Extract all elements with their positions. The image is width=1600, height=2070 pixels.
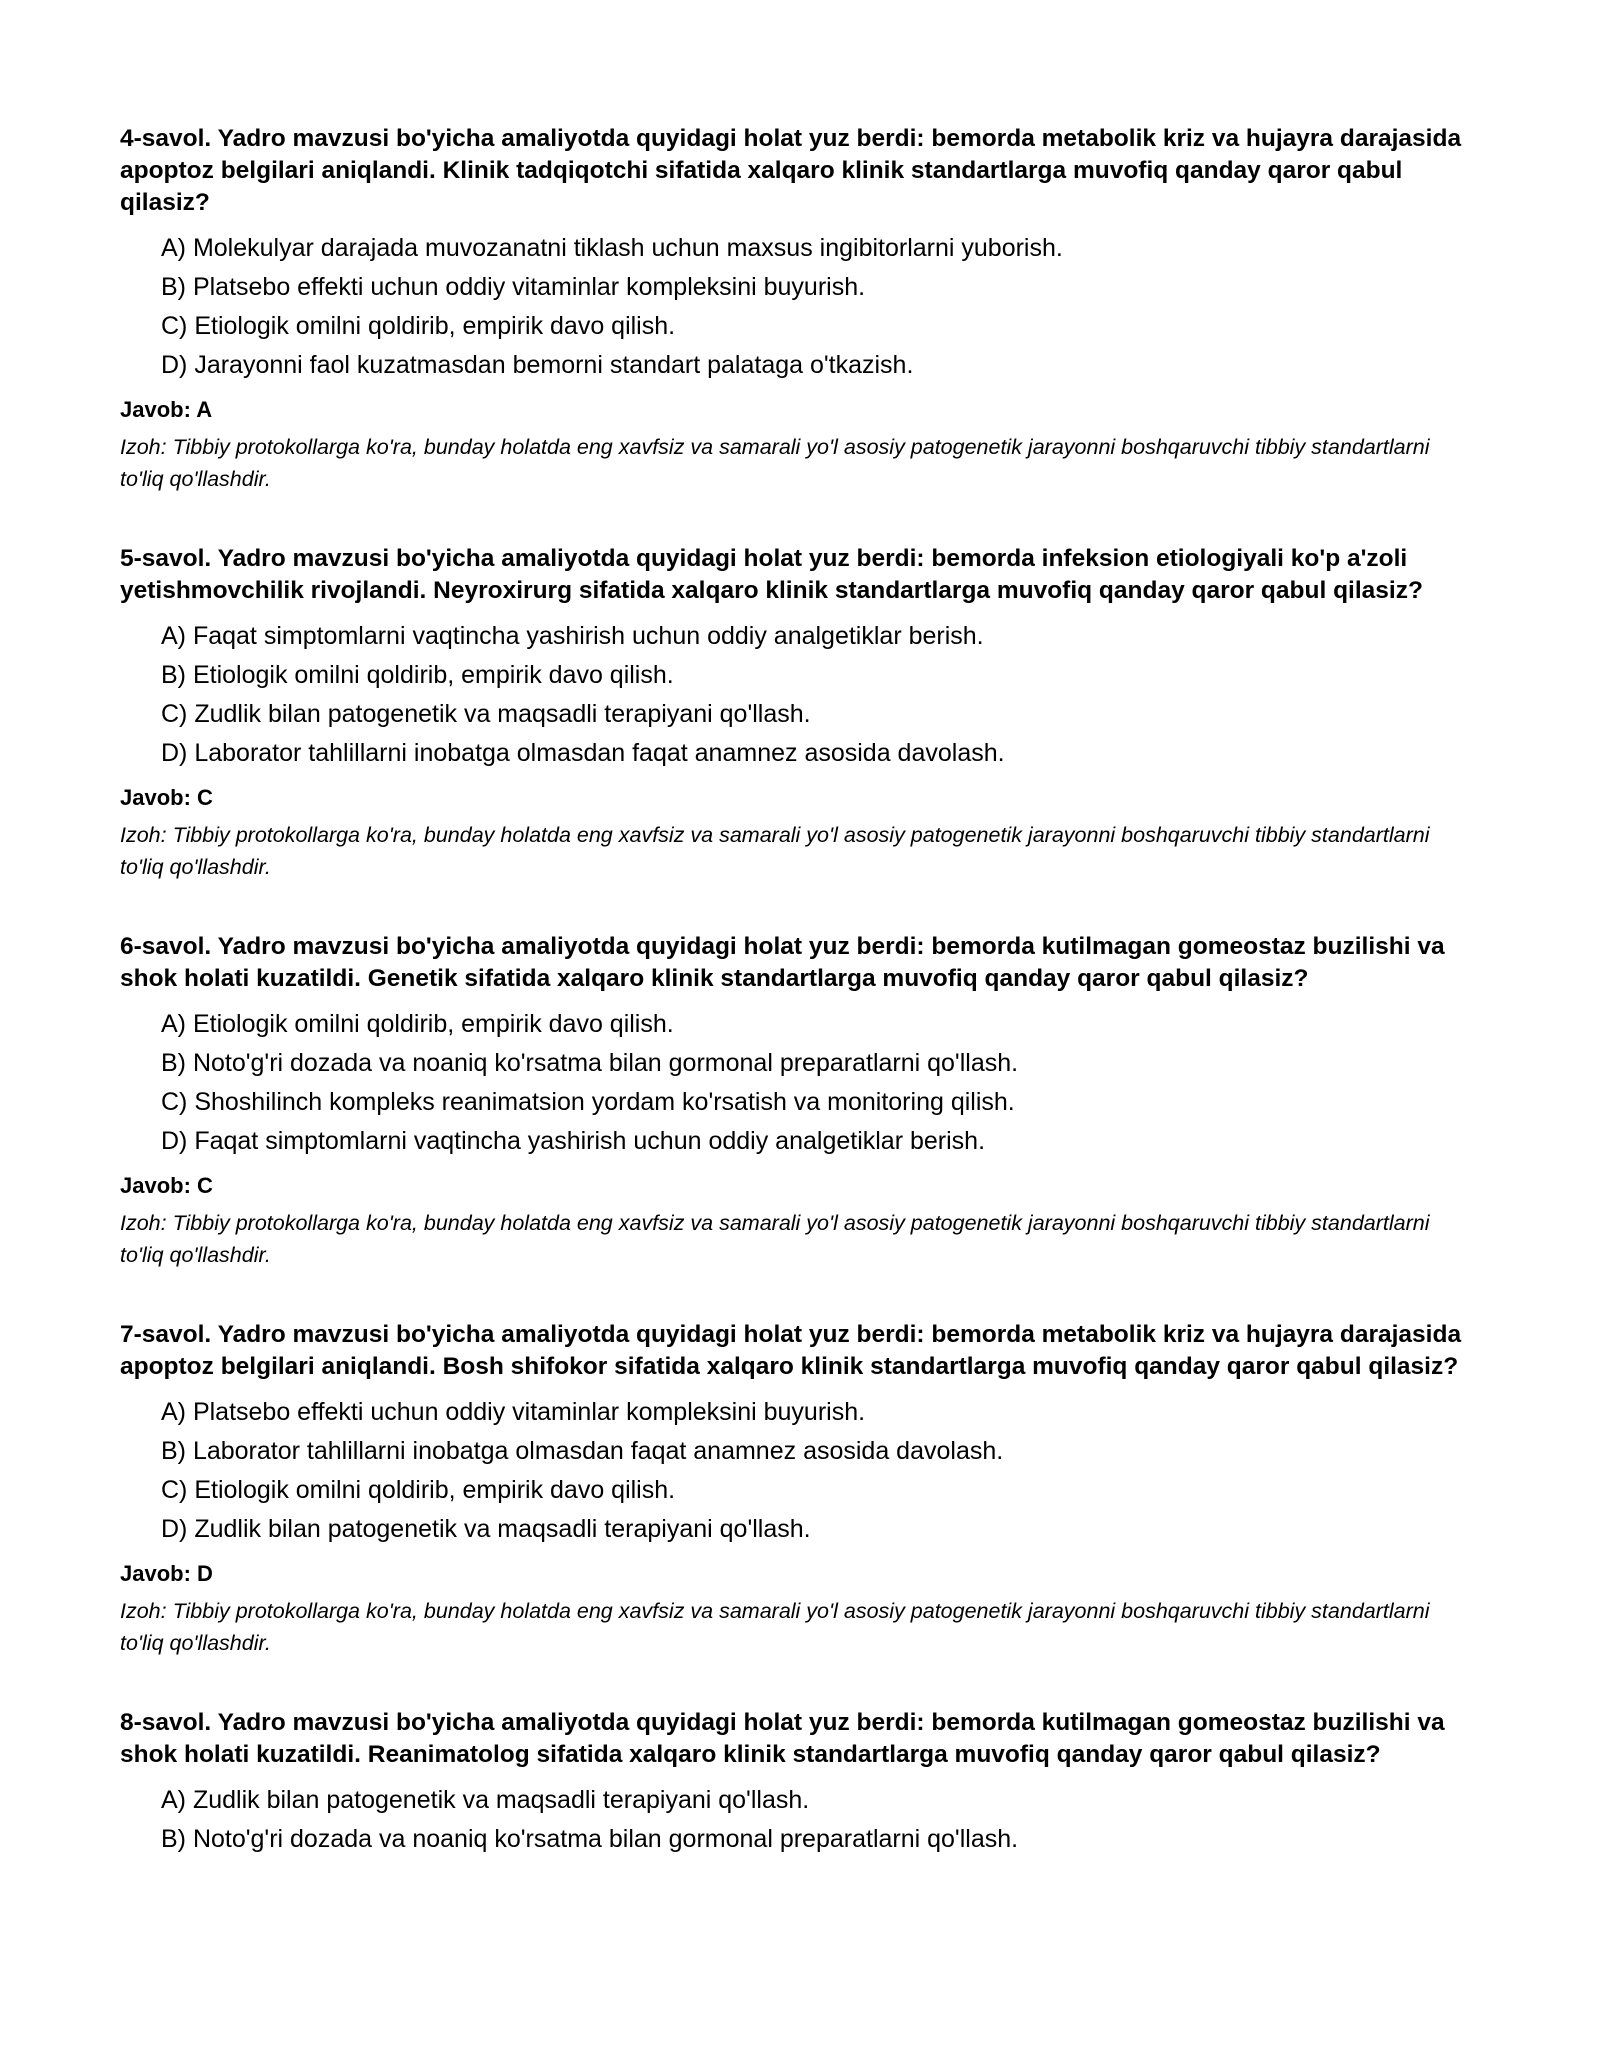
option-list (120, 1393, 1470, 1549)
option-d: D) Jarayonni faol kuzatmasdan bemorni standart palataga o'tkazish. (161, 351, 914, 379)
answer-label: Javob: D (120, 1561, 213, 1586)
option-c: C) Zudlik bilan patogenetik va maqsadli terapiyani qo'llash. (161, 700, 811, 728)
question-block (120, 931, 1470, 1271)
option-c: C) Shoshilinch kompleks reanimatsion yordam ko'rsatish va monitoring qilish. (161, 1088, 1015, 1116)
explanation-text: Izoh: Tibbiy protokollarga ko'ra, bunday holatda eng xavfsiz va samarali yo'l asosiy patogenetik jarayonni boshqaruvchi tibbiy standartlarni to'liq qo'llashdir. (120, 1211, 1430, 1267)
option-list (120, 229, 1470, 385)
option-d: D) Laborator tahlillarni inobatga olmasdan faqat anamnez asosida davolash. (161, 739, 1005, 767)
option-b: B) Laborator tahlillarni inobatga olmasdan faqat anamnez asosida davolash. (161, 1437, 1004, 1465)
option-c: C) Etiologik omilni qoldirib, empirik davo qilish. (161, 312, 676, 340)
question-block (120, 123, 1470, 495)
document-page (120, 123, 1470, 1907)
option-d: D) Faqat simptomlarni vaqtincha yashirish uchun oddiy analgetiklar berish. (161, 1127, 986, 1155)
option-a: A) Platsebo effekti uchun oddiy vitaminlar kompleksini buyurish. (161, 1398, 866, 1426)
answer-label: Javob: C (120, 1173, 213, 1198)
question-text: 5-savol. Yadro mavzusi bo'yicha amaliyotda quyidagi holat yuz berdi: bemorda infeksion etiologiyali ko'p a'zoli yetishmovchilik rivojlandi. Neyroxirurg sifatida xalqaro klinik standartlarga muvofiq qanday qaror qabul qilasiz? (120, 545, 1423, 604)
explanation-text: Izoh: Tibbiy protokollarga ko'ra, bunday holatda eng xavfsiz va samarali yo'l asosiy patogenetik jarayonni boshqaruvchi tibbiy standartlarni to'liq qo'llashdir. (120, 823, 1430, 879)
option-d: D) Zudlik bilan patogenetik va maqsadli terapiyani qo'llash. (161, 1515, 811, 1543)
question-block (120, 1319, 1470, 1659)
option-list (120, 617, 1470, 773)
question-text: 8-savol. Yadro mavzusi bo'yicha amaliyotda quyidagi holat yuz berdi: bemorda kutilmagan gomeostaz buzilishi va shok holati kuzatildi. Reanimatolog sifatida xalqaro klinik standartlarga muvofiq qanday qaror qabul qilasiz? (120, 1709, 1445, 1768)
option-a: A) Molekulyar darajada muvozanatni tiklash uchun maxsus ingibitorlarni yuborish. (161, 234, 1063, 262)
question-text: 4-savol. Yadro mavzusi bo'yicha amaliyotda quyidagi holat yuz berdi: bemorda metabolik kriz va hujayra darajasida apoptoz belgilari aniqlandi. Klinik tadqiqotchi sifatida xalqaro klinik standartlarga muvofiq qanday qaror qabul qilasiz? (120, 125, 1462, 216)
question-text: 7-savol. Yadro mavzusi bo'yicha amaliyotda quyidagi holat yuz berdi: bemorda metabolik kriz va hujayra darajasida apoptoz belgilari aniqlandi. Bosh shifokor sifatida xalqaro klinik standartlarga muvofiq qanday qaror qabul qilasiz? (120, 1321, 1462, 1380)
option-b: B) Noto'g'ri dozada va noaniq ko'rsatma bilan gormonal preparatlarni qo'llash. (161, 1825, 1019, 1853)
option-a: A) Faqat simptomlarni vaqtincha yashirish uchun oddiy analgetiklar berish. (161, 622, 984, 650)
answer-label: Javob: C (120, 785, 213, 810)
option-list (120, 1005, 1470, 1161)
option-a: A) Zudlik bilan patogenetik va maqsadli terapiyani qo'llash. (161, 1786, 810, 1814)
explanation-text: Izoh: Tibbiy protokollarga ko'ra, bunday holatda eng xavfsiz va samarali yo'l asosiy patogenetik jarayonni boshqaruvchi tibbiy standartlarni to'liq qo'llashdir. (120, 435, 1430, 491)
question-block (120, 1707, 1470, 1859)
question-block (120, 543, 1470, 883)
option-b: B) Platsebo effekti uchun oddiy vitaminlar kompleksini buyurish. (161, 273, 866, 301)
question-text: 6-savol. Yadro mavzusi bo'yicha amaliyotda quyidagi holat yuz berdi: bemorda kutilmagan gomeostaz buzilishi va shok holati kuzatildi. Genetik sifatida xalqaro klinik standartlarga muvofiq qanday qaror qabul qilasiz? (120, 933, 1445, 992)
option-c: C) Etiologik omilni qoldirib, empirik davo qilish. (161, 1476, 676, 1504)
option-b: B) Noto'g'ri dozada va noaniq ko'rsatma bilan gormonal preparatlarni qo'llash. (161, 1049, 1019, 1077)
option-b: B) Etiologik omilni qoldirib, empirik davo qilish. (161, 661, 674, 689)
explanation-text: Izoh: Tibbiy protokollarga ko'ra, bunday holatda eng xavfsiz va samarali yo'l asosiy patogenetik jarayonni boshqaruvchi tibbiy standartlarni to'liq qo'llashdir. (120, 1599, 1430, 1655)
option-a: A) Etiologik omilni qoldirib, empirik davo qilish. (161, 1010, 674, 1038)
option-list (120, 1781, 1470, 1859)
answer-label: Javob: A (120, 397, 213, 422)
